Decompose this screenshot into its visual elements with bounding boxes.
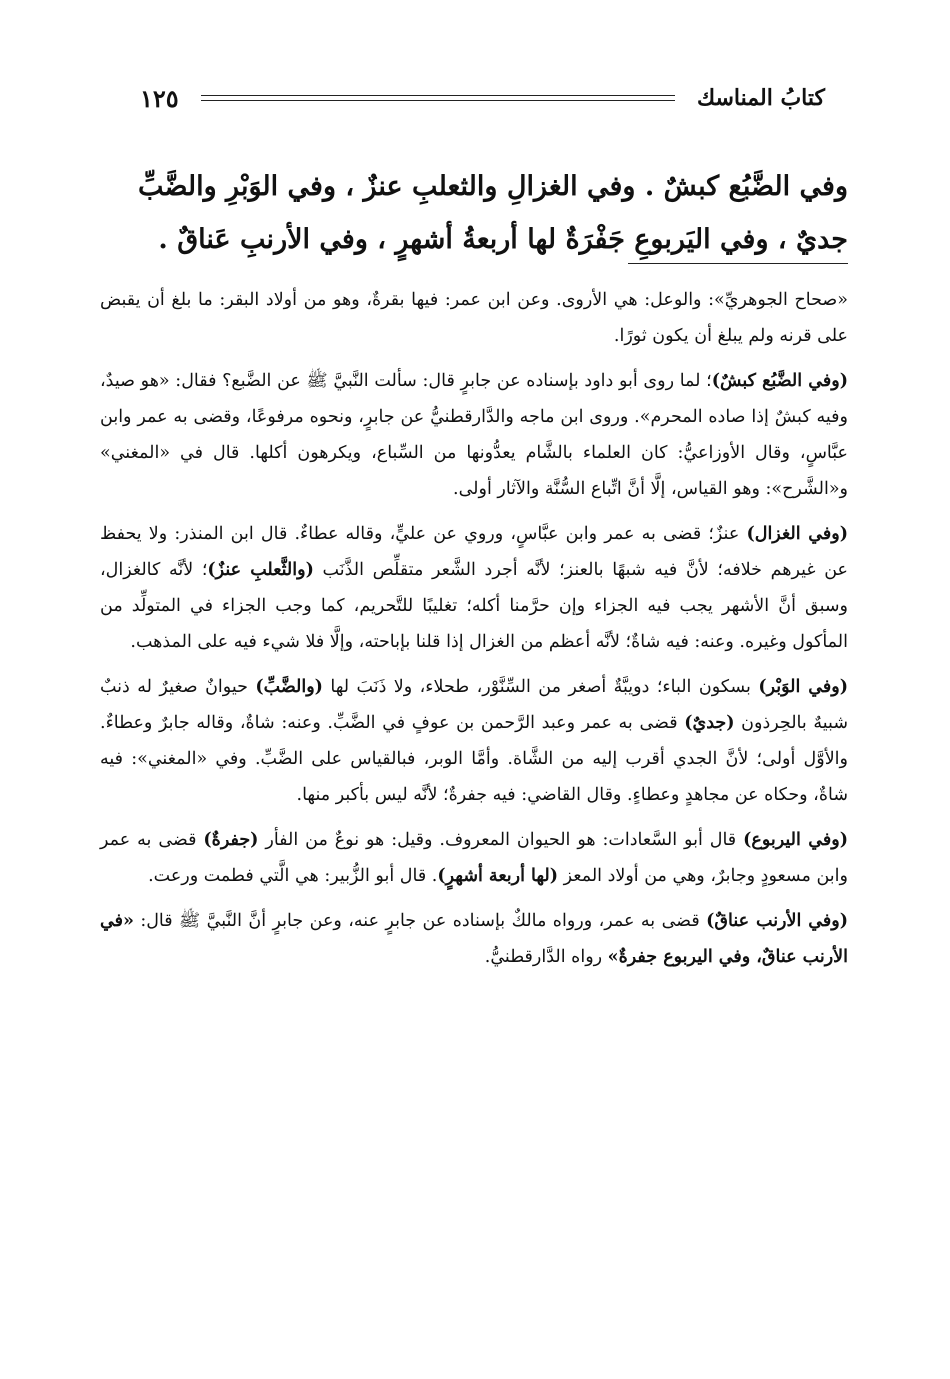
page-number: ١٢٥ bbox=[140, 83, 179, 113]
quoted-hadith: «في الأرنب عناقٌ، وفي اليربوع جفرةٌ» bbox=[100, 911, 848, 967]
quoted-matn: (وفي الوَبْر) bbox=[758, 677, 848, 697]
quoted-matn: (جديٌ) bbox=[684, 713, 735, 733]
commentary-text: رواه الدَّارقطنيُّ. bbox=[484, 947, 608, 967]
commentary-text: ؛ لما روى أبو داود بإسناده عن جابرٍ قال: سألت النَّبيَّ ﷺ عن الضَّبع؟ فقال: «هو صيدٌ، وفيه كبشٌ إذا صاده المحرم». وروى ابن ماجه والدَّارقطنيُّ عن جابرٍ، ونحوه مرفوعًا، وقضى به عمر وابن عبَّاسٍ، وقال الأوزاعيُّ: كان العلماء بالشَّام يعدُّونها من السِّباع، ويكرهون أكلها. قال في «المغني» و«الشَّرح»: وهو القياس، إلَّا أنَّ اتِّباع السُّنَّة والآثار أولى. bbox=[100, 371, 848, 499]
commentary-text: حيوانٌ صغيرٌ له ذنبٌ شبيهٌ بالحِرذون bbox=[100, 677, 848, 733]
quoted-matn: (وفي الغزال) bbox=[746, 524, 848, 544]
matn-divider bbox=[628, 263, 848, 264]
commentary-paragraph bbox=[100, 903, 848, 975]
quoted-matn: (لها أربعة أشهرٍ) bbox=[437, 866, 559, 886]
matn-line: وفي الضَّبُع كبشٌ . وفي الغزالِ والثعلبِ عنزٌ ، وفي الوَبْرِ والضَّبِّ bbox=[137, 171, 848, 202]
commentary-paragraph bbox=[100, 822, 848, 894]
header-rule bbox=[201, 95, 675, 101]
book-title: كتابُ المناسك bbox=[696, 85, 825, 111]
commentary-text: قضى به عمر وعبد الرَّحمن بن عوفٍ في الضَّبِّ. وعنه: شاةٌ، وقاله جابرٌ وعطاءٌ. والأوَّل أولى؛ لأنَّ الجدي أقرب إليه من الشَّاة. وأمَّا الوبر، فبالقياس على الضَّبِّ. وفي «المغني»: فيه شاةٌ، وحكاه عن مجاهدٍ وعطاءٍ. وقال القاضي: فيه جفرةٌ؛ لأنَّه ليس بأكبر منها. bbox=[100, 713, 848, 805]
commentary-text: بسكون الباء؛ دويبَّةٌ أصغر من السِّنَّوْر، طحلاء، ولا ذَنَبَ لها bbox=[322, 677, 759, 697]
commentary-paragraph bbox=[100, 516, 848, 660]
commentary-text: عنزٌ؛ قضى به عمر وابن عبَّاسٍ، وروي عن عليٍّ، وقاله عطاءٌ. قال ابن المنذر: ولا يحفظ عن غيرهم خلافه؛ لأنَّ فيه شبهًا بالعنز؛ لأنَّه أجرد الشَّعر متقلِّص الذَّنَب bbox=[100, 524, 848, 580]
matn-line: جديٌ ، وفي اليَربوعِ جَفْرَةٌ لها أربعةُ أشهرٍ ، وفي الأرنبِ عَناقٌ . bbox=[158, 224, 848, 255]
quoted-matn: (وفي الأرنب عناقٌ) bbox=[706, 911, 848, 931]
running-header bbox=[140, 78, 825, 118]
commentary-text: قضى به عمر وابن مسعودٍ وجابرٌ، وهي من أولاد المعز bbox=[100, 830, 848, 886]
commentary-paragraph bbox=[100, 282, 848, 354]
quoted-matn: (والثَّعلبِ عنزٌ) bbox=[207, 560, 314, 580]
commentary bbox=[100, 282, 848, 984]
matn-text bbox=[100, 160, 848, 266]
commentary-paragraph bbox=[100, 363, 848, 507]
quoted-matn: (وفي الضَّبُع كبشٌ) bbox=[711, 371, 848, 391]
commentary-text: قال أبو السَّعادات: هو الحيوان المعروف. وقيل: هو نوعٌ من الفأر bbox=[258, 830, 744, 850]
commentary-text: قضى به عمر، ورواه مالكٌ بإسناده عن جابرٍ عنه، وعن جابرٍ أنَّ النَّبيَّ ﷺ قال: bbox=[133, 911, 707, 931]
commentary-text: ؛ لأنَّه كالغزال، وسبق أنَّ الأشهر يجب فيه الجزاء وإن حرَّمنا أكله؛ تغليبًا للتَّحريم، كما وجب الجزاء في المتولِّد من المأكول وغيره. وعنه: فيه شاةٌ؛ لأنَّه أعظم من الغزال إذا قلنا بإباحته، وإلَّا فلا شيء فيه على المذهب. bbox=[100, 560, 848, 652]
commentary-text: . قال أبو الزُّبير: هي الَّتي فطمت ورعت. bbox=[148, 866, 438, 886]
commentary-text: «صحاح الجوهريِّ»: والوعل: هي الأروى. وعن ابن عمر: فيها بقرةٌ، وهو من أولاد البقر: ما بلغ أن يقبض على قرنه ولم يبلغ أن يكون ثورًا. bbox=[100, 290, 848, 346]
quoted-matn: (وفي اليربوع) bbox=[743, 830, 848, 850]
quoted-matn: (جفرةٌ) bbox=[203, 830, 259, 850]
commentary-paragraph bbox=[100, 669, 848, 813]
quoted-matn: (والضَّبِّ) bbox=[255, 677, 323, 697]
